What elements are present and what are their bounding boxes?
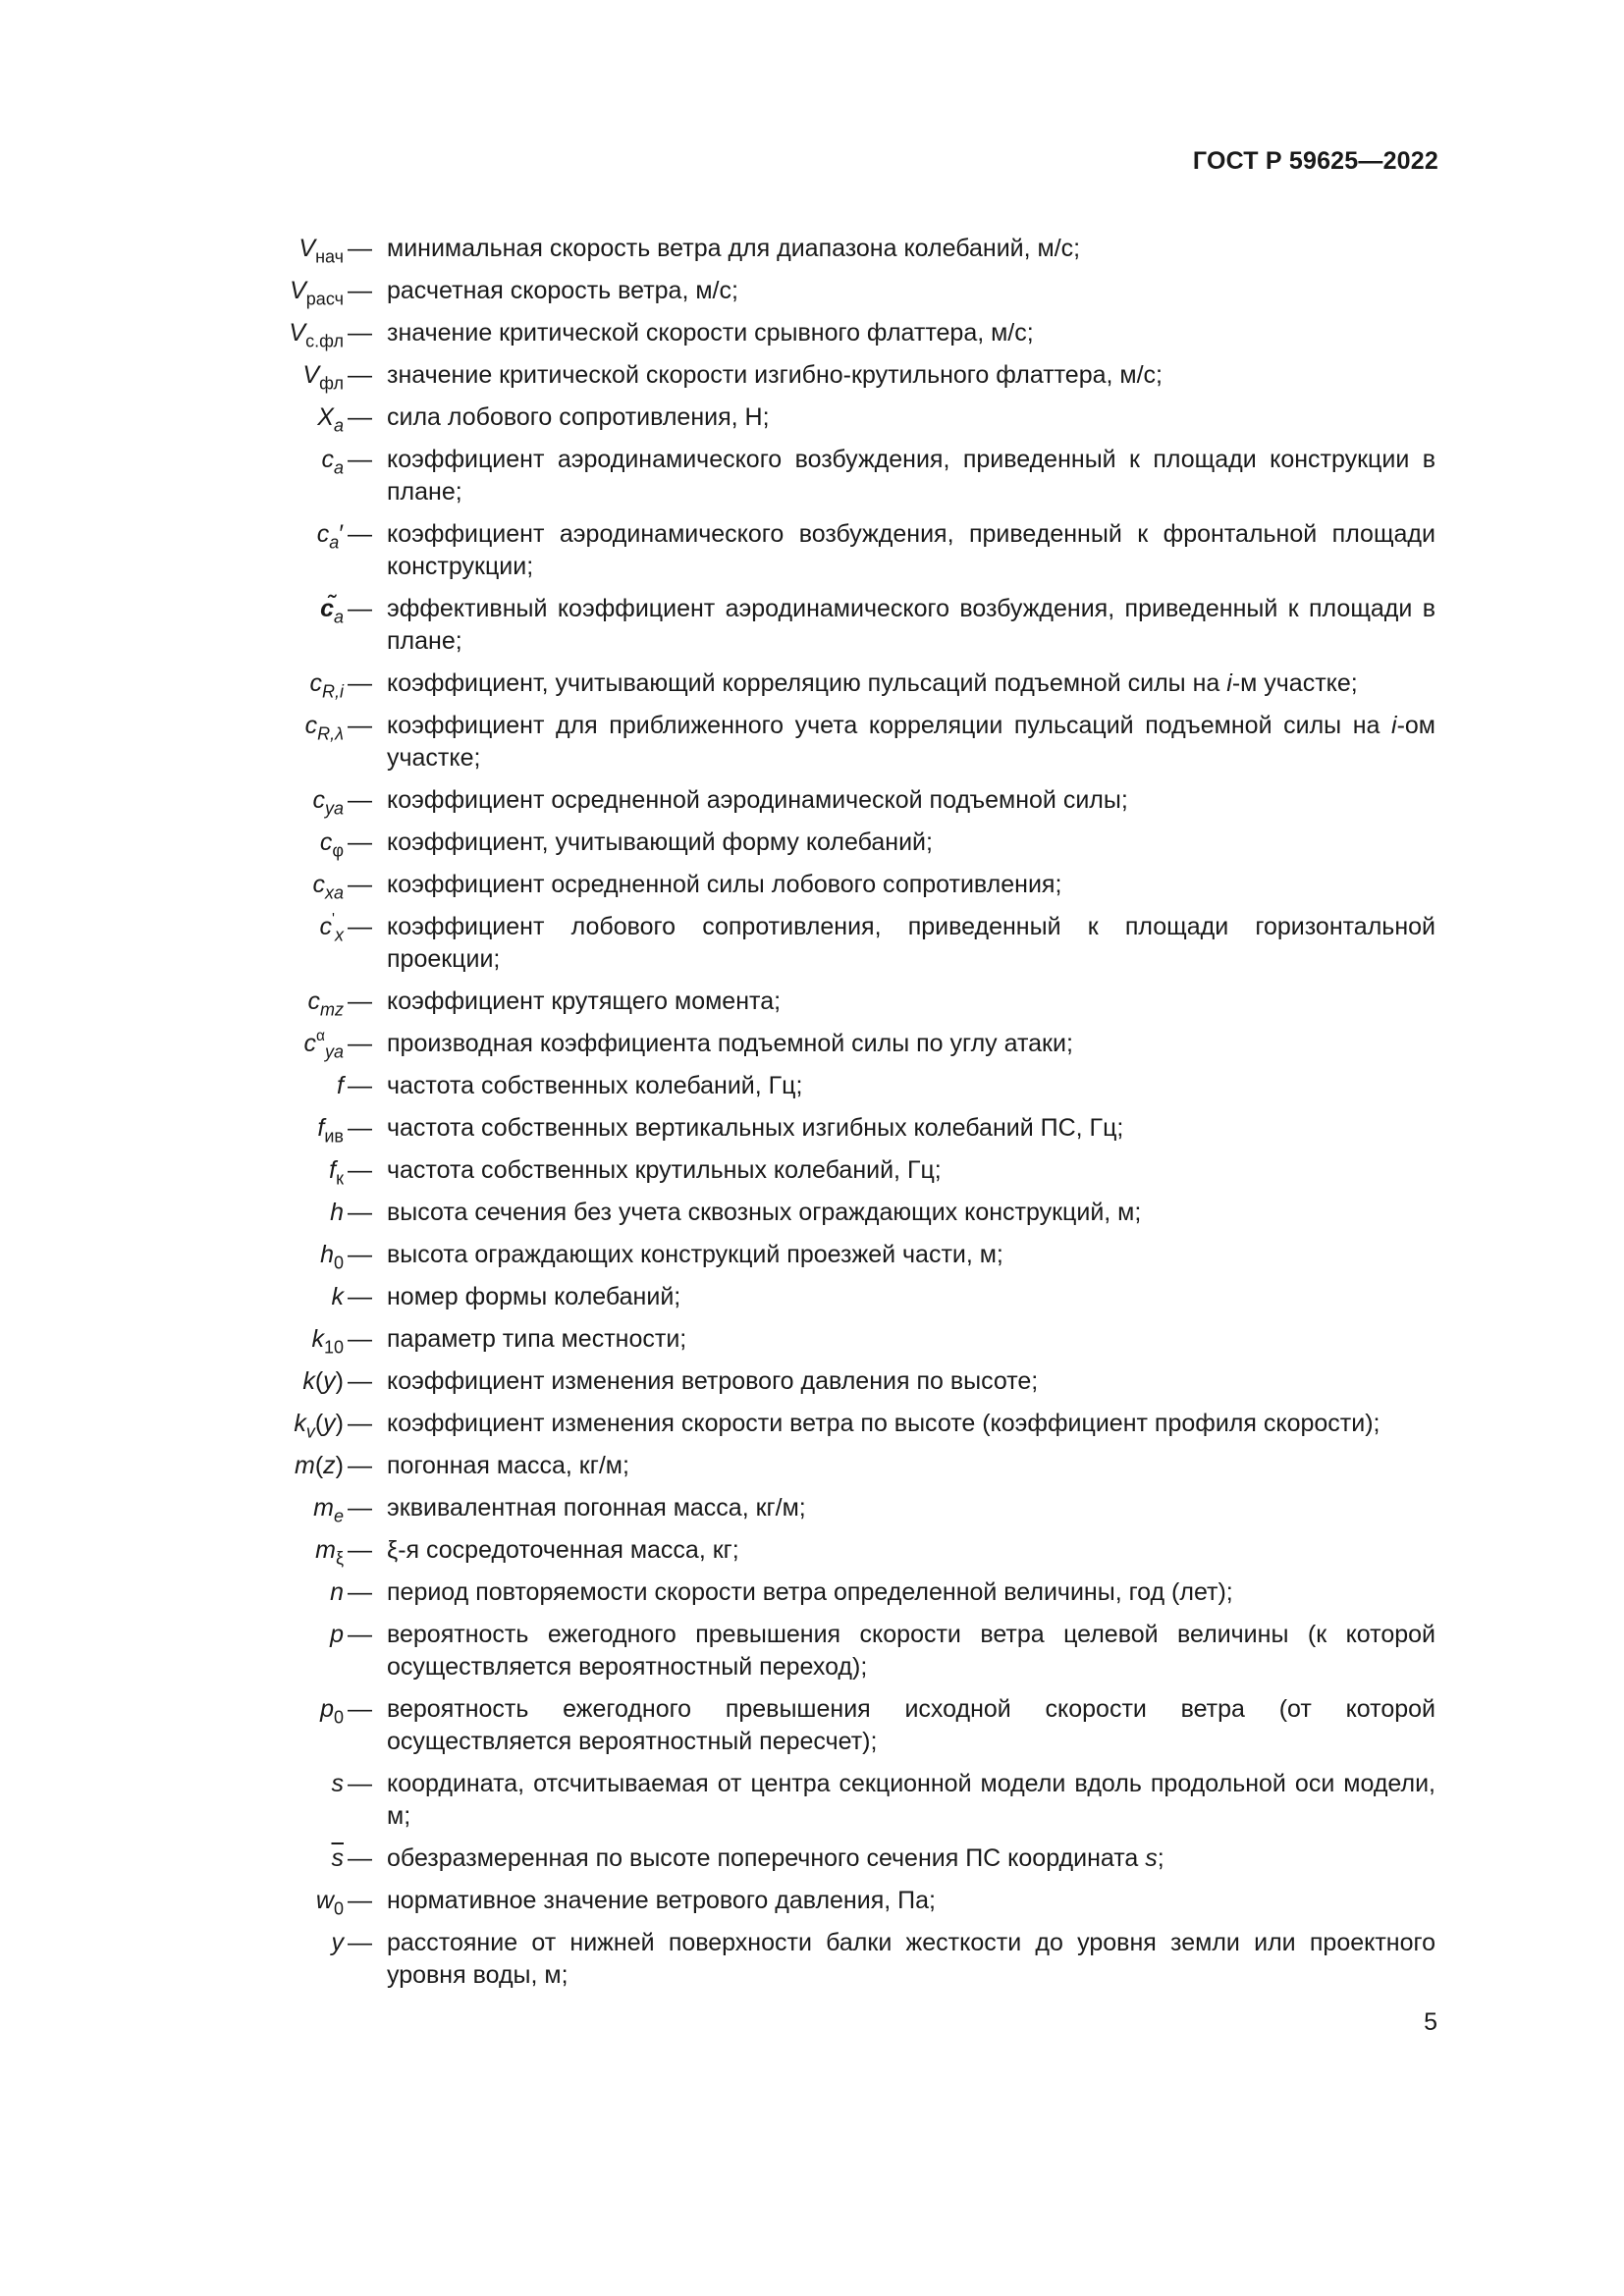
definition-row: $c̃_a$ — эффективный коэффициент аэродинамического возбуждения, приведенный к площади в плане; (196, 593, 1435, 658)
definition-text: сила лобового сопротивления, Н; (387, 403, 770, 431)
page-number: 5 (1424, 2008, 1437, 2036)
symbol: k (331, 1283, 344, 1310)
symbol: $w_0$ (315, 1887, 344, 1919)
definition-text: коэффициент для приближенного учета корреляции пульсаций подъемной силы на i-ом участке; (387, 712, 1435, 772)
definition-row: $V_{нач}$ — минимальная скорость ветра для диапазона колебаний, м/с; (196, 233, 1435, 265)
definition-row: $V_{расч}$ — расчетная скорость ветра, м/с; (196, 275, 1435, 307)
symbol: $c^\alpha_{ya}$ (303, 1028, 344, 1062)
definition-text: коэффициент лобового сопротивления, приведенный к площади горизонтальной проекции; (387, 913, 1435, 973)
symbol: $c̃_a$ (320, 595, 344, 627)
definition-text: параметр типа местности; (387, 1325, 687, 1353)
symbol: s (331, 1770, 344, 1797)
symbol: $k_v(y)$ (294, 1410, 344, 1442)
definition-text: эффективный коэффициент аэродинамического возбуждения, приведенный к площади в плане; (387, 595, 1435, 655)
definition-row: m(z) — погонная масса, кг/м; (196, 1450, 1435, 1482)
definition-row: n — период повторяемости скорости ветра определенной величины, год (лет); (196, 1576, 1435, 1609)
definition-text: погонная масса, кг/м; (387, 1452, 629, 1479)
symbol: n (330, 1578, 344, 1606)
definition-row: p — вероятность ежегодного превышения скорости ветра целевой величины (к которой осуществляется вероятностный переход); (196, 1619, 1435, 1683)
definition-text: вероятность ежегодного превышения исходной скорости ветра (от которой осуществляется вероятностный пересчет); (387, 1695, 1435, 1755)
symbol: $p_0$ (320, 1695, 344, 1728)
definition-row: f — частота собственных колебаний, Гц; (196, 1070, 1435, 1102)
definition-text: значение критической скорости изгибно-крутильного флаттера, м/с; (387, 361, 1163, 389)
definition-text: частота собственных колебаний, Гц; (387, 1072, 803, 1099)
symbol: $k_{10}$ (311, 1325, 344, 1358)
definition-row: $f_к$ — частота собственных крутильных колебаний, Гц; (196, 1154, 1435, 1187)
definition-row: $m_\xi$ — ξ-я сосредоточенная масса, кг; (196, 1534, 1435, 1567)
definition-text: коэффициент осредненной аэродинамической подъемной силы; (387, 786, 1128, 814)
definition-row: $c_{R,\lambda}$ — коэффициент для приближенного учета корреляции пульсаций подъемной силы на i-ом участке; (196, 710, 1435, 774)
symbol: $c_{R,\lambda}$ (304, 712, 344, 744)
symbol: $V_{расч}$ (290, 277, 344, 309)
definition-row: $k_v(y)$ — коэффициент изменения скорости ветра по высоте (коэффициент профиля скорости); (196, 1408, 1435, 1440)
symbol: $X_a$ (317, 403, 344, 436)
definition-text: высота сечения без учета сквозных ограждающих конструкций, м; (387, 1199, 1142, 1226)
definition-text: координата, отсчитываемая от центра секционной модели вдоль продольной оси модели, м; (387, 1770, 1435, 1830)
symbol: $m_e$ (313, 1494, 344, 1526)
symbol: $c_{mz}$ (307, 988, 344, 1020)
definition-text: коэффициент аэродинамического возбуждения, приведенный к фронтальной площади конструкции; (387, 520, 1435, 580)
symbol: $V_{с.фл}$ (289, 319, 344, 351)
symbol: $c_a'$ (316, 520, 344, 553)
symbol: $f_{ив}$ (317, 1114, 344, 1147)
definition-text: ξ-я сосредоточенная масса, кг; (387, 1536, 739, 1564)
symbol: $c_{R,i}$ (309, 669, 344, 702)
definition-row: s — координата, отсчитываемая от центра секционной модели вдоль продольной оси модели, м; (196, 1768, 1435, 1833)
definition-row: y — расстояние от нижней поверхности балки жесткости до уровня земли или проектного уровня воды, м; (196, 1927, 1435, 1992)
definition-row: $c_\varphi$ — коэффициент, учитывающий форму колебаний; (196, 827, 1435, 859)
symbol: $c_\varphi$ (319, 828, 344, 861)
symbol: $c'_x$ (319, 911, 344, 945)
definition-text: коэффициент крутящего момента; (387, 988, 782, 1015)
definition-row: $w_0$ — нормативное значение ветрового давления, Па; (196, 1885, 1435, 1917)
definition-row: $f_{ив}$ — частота собственных вертикальных изгибных колебаний ПС, Гц; (196, 1112, 1435, 1145)
definition-row: $m_e$ — эквивалентная погонная масса, кг/м; (196, 1492, 1435, 1524)
definition-row: k(y) — коэффициент изменения ветрового давления по высоте; (196, 1365, 1435, 1398)
symbol: $h_0$ (320, 1241, 344, 1273)
definition-text: период повторяемости скорости ветра определенной величины, год (лет); (387, 1578, 1233, 1606)
symbol: m(z) (295, 1452, 344, 1479)
definition-text: обезразмеренная по высоте поперечного сечения ПС координата s; (387, 1844, 1164, 1872)
symbol: $V_{нач}$ (298, 235, 344, 267)
symbol: k(y) (302, 1367, 344, 1395)
definition-row: $c_{mz}$ — коэффициент крутящего момента; (196, 986, 1435, 1018)
symbol: $c_{ya}$ (312, 786, 344, 819)
document-header: ГОСТ Р 59625—2022 (1192, 147, 1438, 175)
definition-row: $c'_x$ — коэффициент лобового сопротивления, приведенный к площади горизонтальной проекции; (196, 911, 1435, 976)
symbol: f (337, 1072, 344, 1099)
definition-text: коэффициент осредненной силы лобового сопротивления; (387, 871, 1062, 898)
definition-text: номер формы колебаний; (387, 1283, 681, 1310)
definition-text: частота собственных вертикальных изгибных колебаний ПС, Гц; (387, 1114, 1124, 1142)
definition-text: коэффициент изменения скорости ветра по высоте (коэффициент профиля скорости); (387, 1410, 1380, 1437)
symbol: $m_\xi$ (315, 1536, 344, 1569)
definition-row: $V_{с.фл}$ — значение критической скорости срывного флаттера, м/с; (196, 317, 1435, 349)
definition-text: значение критической скорости срывного флаттера, м/с; (387, 319, 1034, 347)
definition-row: $V_{фл}$ — значение критической скорости изгибно-крутильного флаттера, м/с; (196, 359, 1435, 392)
symbol-definitions-list (196, 233, 1435, 2002)
symbol: $V_{фл}$ (302, 361, 344, 394)
definition-row: $c_a$ — коэффициент аэродинамического возбуждения, приведенный к площади конструкции в плане; (196, 444, 1435, 508)
symbol: y (331, 1929, 344, 1956)
definition-text: нормативное значение ветрового давления, Па; (387, 1887, 936, 1914)
symbol: $c_a$ (321, 446, 344, 478)
definition-text: эквивалентная погонная масса, кг/м; (387, 1494, 806, 1522)
definition-row: h — высота сечения без учета сквозных ограждающих конструкций, м; (196, 1197, 1435, 1229)
definition-row: $c_a'$ — коэффициент аэродинамического возбуждения, приведенный к фронтальной площади конструкции; (196, 518, 1435, 583)
symbol: $c_{xa}$ (312, 871, 344, 903)
definition-text: коэффициент изменения ветрового давления по высоте; (387, 1367, 1039, 1395)
definition-row: $c^\alpha_{ya}$ — производная коэффициента подъемной силы по углу атаки; (196, 1028, 1435, 1060)
symbol: $f_к$ (329, 1156, 344, 1189)
definition-text: расстояние от нижней поверхности балки жесткости до уровня земли или проектного уровня воды, м; (387, 1929, 1435, 1989)
definition-text: вероятность ежегодного превышения скорости ветра целевой величины (к которой осуществляется вероятностный переход); (387, 1621, 1435, 1681)
definition-row: k — номер формы колебаний; (196, 1281, 1435, 1313)
symbol: p (330, 1621, 344, 1648)
definition-row: $c_{R,i}$ — коэффициент, учитывающий корреляцию пульсаций подъемной силы на i-м участке; (196, 667, 1435, 700)
definition-text: расчетная скорость ветра, м/с; (387, 277, 738, 304)
definition-row: $\overline{s}$ — обезразмеренная по высоте поперечного сечения ПС координата s; (196, 1842, 1435, 1875)
symbol: $\overline{s}$ (331, 1844, 344, 1872)
definition-text: минимальная скорость ветра для диапазона колебаний, м/с; (387, 235, 1081, 262)
definition-text: коэффициент, учитывающий корреляцию пульсаций подъемной силы на i-м участке; (387, 669, 1358, 697)
symbol: h (330, 1199, 344, 1226)
definition-text: коэффициент аэродинамического возбуждения, приведенный к площади конструкции в плане; (387, 446, 1435, 506)
definition-text: высота ограждающих конструкций проезжей части, м; (387, 1241, 1003, 1268)
definition-text: частота собственных крутильных колебаний, Гц; (387, 1156, 942, 1184)
definition-row: $c_{ya}$ — коэффициент осредненной аэродинамической подъемной силы; (196, 784, 1435, 817)
definition-row: $X_a$ — сила лобового сопротивления, Н; (196, 401, 1435, 434)
definition-text: коэффициент, учитывающий форму колебаний; (387, 828, 933, 856)
definition-row: $h_0$ — высота ограждающих конструкций проезжей части, м; (196, 1239, 1435, 1271)
definition-text: производная коэффициента подъемной силы по углу атаки; (387, 1030, 1073, 1057)
definition-row: $k_{10}$ — параметр типа местности; (196, 1323, 1435, 1356)
definition-row: $p_0$ — вероятность ежегодного превышения исходной скорости ветра (от которой осуществляется вероятностный пересчет); (196, 1693, 1435, 1758)
definition-row: $c_{xa}$ — коэффициент осредненной силы лобового сопротивления; (196, 869, 1435, 901)
